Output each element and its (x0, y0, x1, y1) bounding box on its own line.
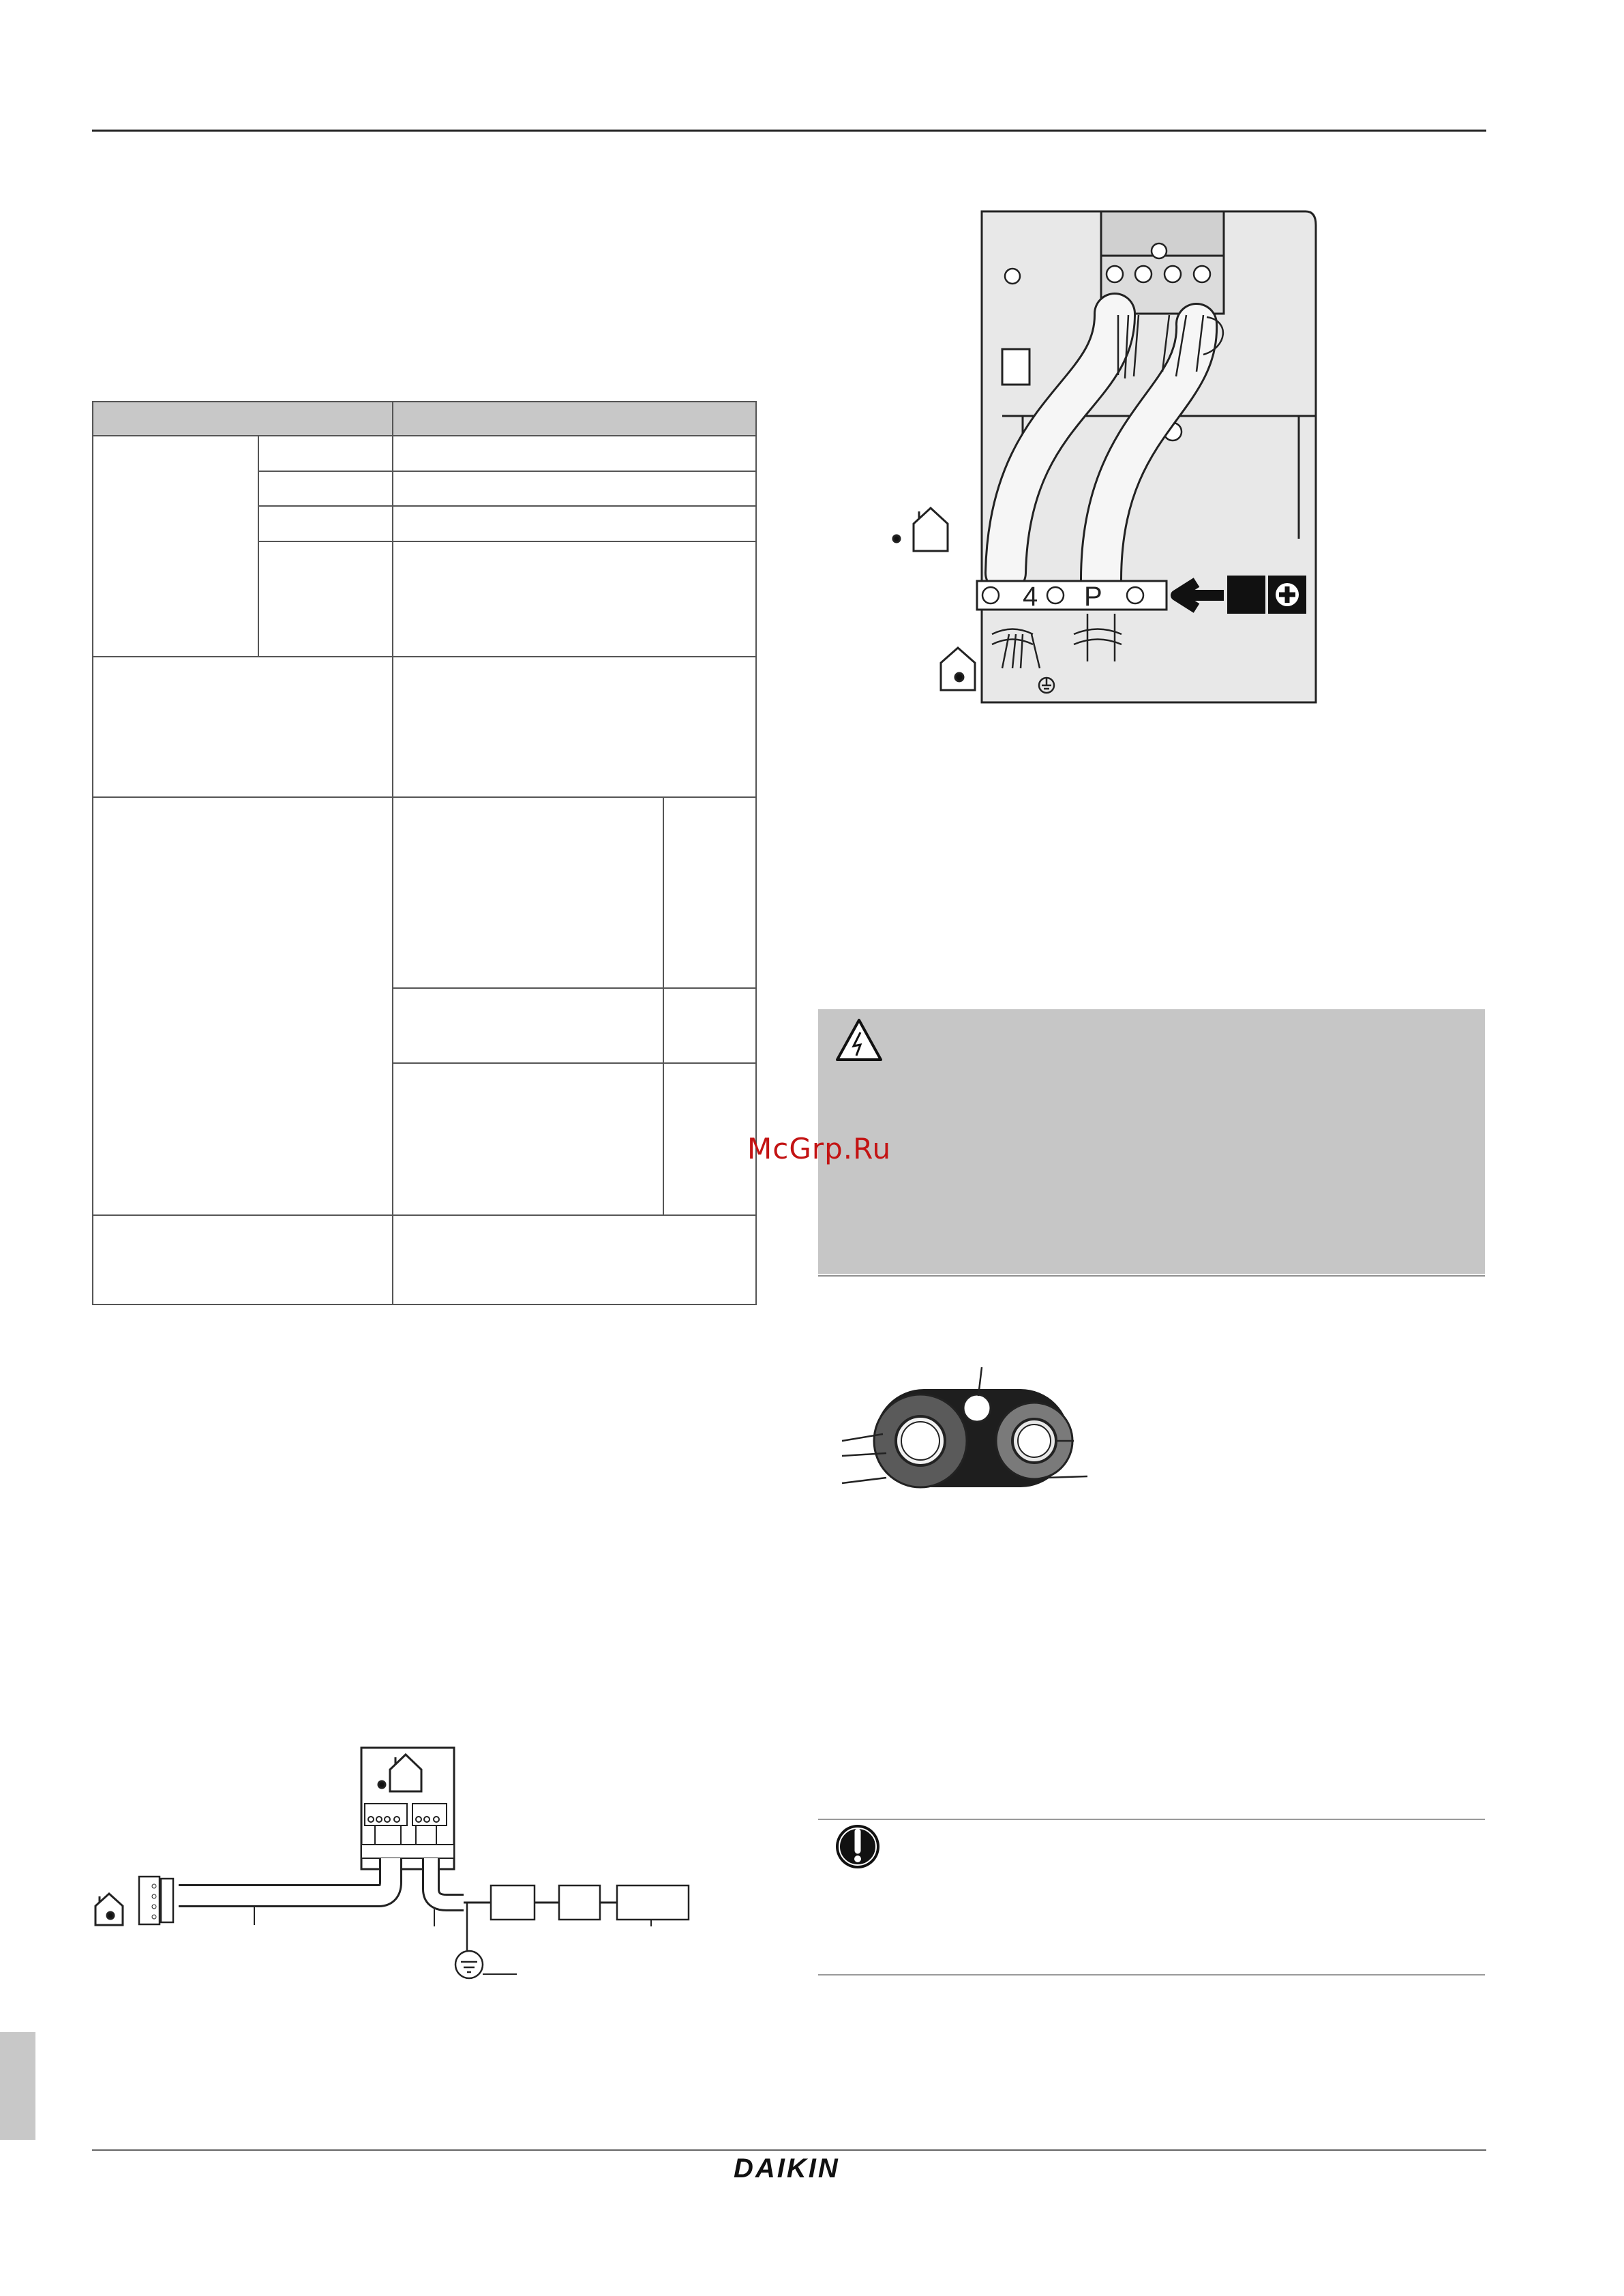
footer-rule (92, 2149, 1486, 2151)
screw-slot-box (1227, 576, 1265, 614)
spec-table (92, 401, 757, 1305)
terminal-label-4: 4 (1023, 582, 1038, 612)
electrical-hazard-icon (834, 1017, 884, 1062)
spec-table-grid (92, 401, 757, 1305)
brand-logo: DAIKIN (734, 2153, 840, 2183)
notice-bottom-rule (818, 1974, 1485, 1976)
watermark: McGrp.Ru (747, 1132, 892, 1165)
indoor-unit-house-icon (893, 508, 948, 551)
cable-section-figure (835, 1360, 1101, 1510)
terminal-block-figure (876, 198, 1319, 709)
wiring-schematic-figure (75, 1742, 702, 1995)
notice-top-rule (818, 1819, 1485, 1820)
exclamation-icon (833, 1822, 882, 1871)
warning-box (818, 1009, 1485, 1274)
header-rule (92, 130, 1486, 132)
indoor-unit-house-icon (95, 1894, 123, 1925)
chapter-tab (0, 2032, 35, 2140)
ground-icon (455, 1951, 483, 1978)
terminal-label-p: P (1084, 582, 1102, 612)
indoor-unit-house-icon (941, 648, 975, 690)
